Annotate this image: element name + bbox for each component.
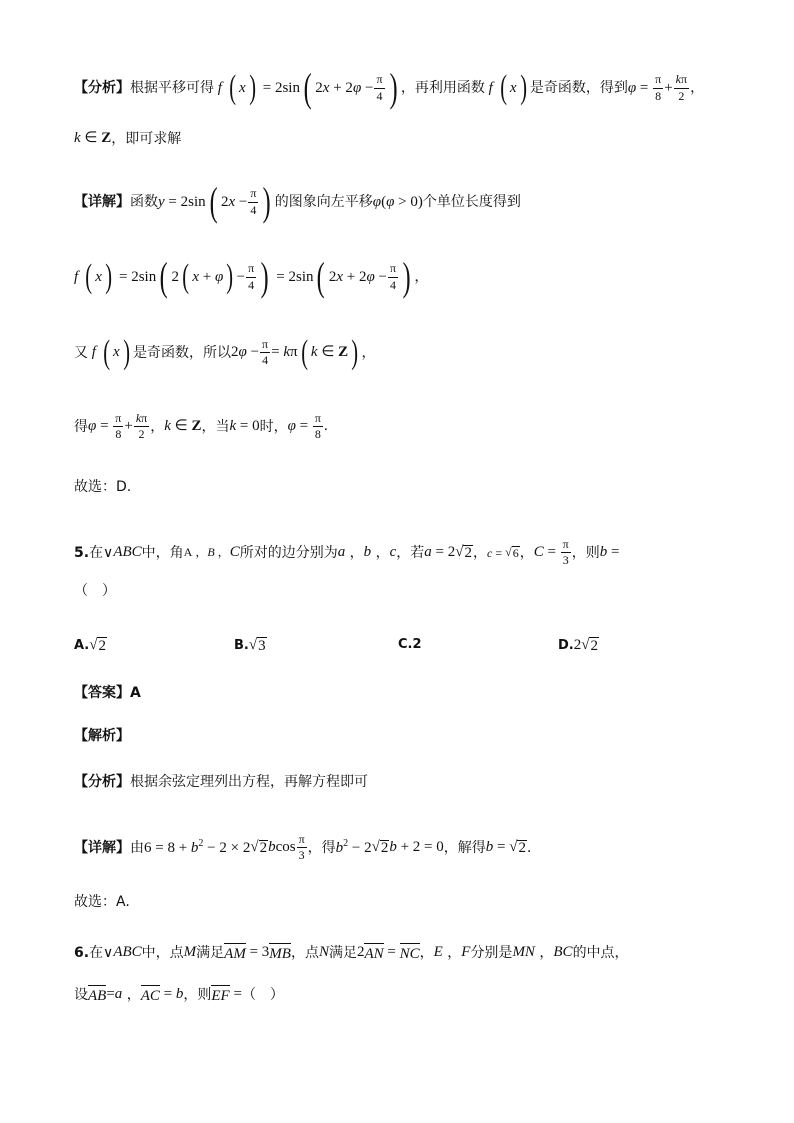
vector-ef: EF: [211, 985, 229, 1004]
detail-line-4: 得 φ = $\frac{\pi}{8}$ + $\frac{k\pi}{2}$ ， k ∈ Z ，当 k = 0 时， φ = $\frac{\pi}{8}$ .: [74, 411, 328, 442]
detail-line-3: 又 f ( x ) 是奇函数，所以 2φ − $\frac{\pi}{4}$ = kπ ( k ∈ Z ) ，: [74, 334, 376, 372]
question-5: 5. 在∨ ABC 中，角 A ，B ，C 所对的边分别为 a ， b ， c ，若 a = 2 √ 2 ， c = √ 6 ， C = $\frac{\pi}{3}$ ，则 b =: [74, 537, 620, 568]
fraction-pi-4: $\frac{\pi}{4}$: [376, 72, 383, 103]
option-c[interactable]: C.2: [398, 637, 422, 652]
formula-fx: f: [214, 79, 226, 96]
vector-ac: AC: [141, 985, 160, 1004]
analysis-line-1: 【分析】 根据平移可得 f ( x ) = 2sin ( 2x + 2φ − $\frac{\pi}{4}$ ) ，再利用函数 f ( x ) 是奇函数，得到 φ = $\frac{\pi}{8}$ + $\frac{k\pi}{2}$ ，: [74, 65, 705, 110]
choice-line-2: 故选：A.: [74, 894, 130, 910]
analysis-text: 是奇函数，得到: [529, 80, 628, 96]
vector-an: AN: [364, 943, 383, 962]
option-a[interactable]: A.√ 2: [74, 637, 106, 654]
jiexi-label: 【解析】: [74, 728, 130, 744]
detail-q5: 【详解】 由 $6 = 8 + b^2 - 2 \times 2$ √ 2 bcos $\frac{\pi}{3}$ ，得 $b^2 - 2$ √ 2 b + 2 = 0 ，解得 b = √ 2 ．: [74, 832, 541, 863]
choice-line-1: 故选：D.: [74, 479, 132, 495]
question-6: 6. 在∨ ABC 中，点 M 满足 AM = 3 MB ，点 N 满足 2 AN = NC ， E ， F 分别是 MN ， BC 的中点，: [74, 944, 629, 962]
analysis-text: ，即可求解: [111, 130, 182, 147]
analysis-q5: 【分析】 根据余弦定理列出方程，再解方程即可: [74, 774, 368, 790]
formula-equals: = 2sin: [259, 79, 300, 96]
answer-label: 【答案】A: [74, 685, 141, 701]
vector-ab: AB: [88, 985, 106, 1004]
vector-am: AM: [224, 943, 246, 962]
detail-line-1: 【详解】 函数 y = 2sin ( 2x − $\frac{\pi}{4}$ ) 的图象向左平移 φ (φ > 0) 个单位长度得到: [74, 179, 521, 224]
vector-mb: MB: [269, 943, 291, 962]
detail-head: 【详解】: [74, 194, 130, 210]
analysis-head: 【分析】: [74, 80, 130, 96]
option-d[interactable]: D.2√ 2: [558, 637, 598, 654]
question-6-line-2: 设 AB = a ， AC = b ，则 EF = （ ）: [74, 986, 284, 1004]
analysis-text: ，再利用函数: [400, 80, 485, 96]
question-5-paren: （ ）: [74, 583, 116, 599]
option-b[interactable]: B.√ 3: [234, 637, 266, 654]
analysis-line-2: k ∈ Z ，即可求解: [74, 130, 182, 147]
analysis-text: 根据平移可得: [130, 80, 214, 96]
detail-line-2: f ( x ) = 2sin ( 2 ( x + φ ) − $\frac{\pi}{4}$ ) = 2sin ( 2x + 2φ − $\frac{\pi}{4}$ ) ，: [74, 254, 429, 299]
vector-nc: NC: [400, 943, 420, 962]
question-number: 5.: [74, 544, 90, 561]
